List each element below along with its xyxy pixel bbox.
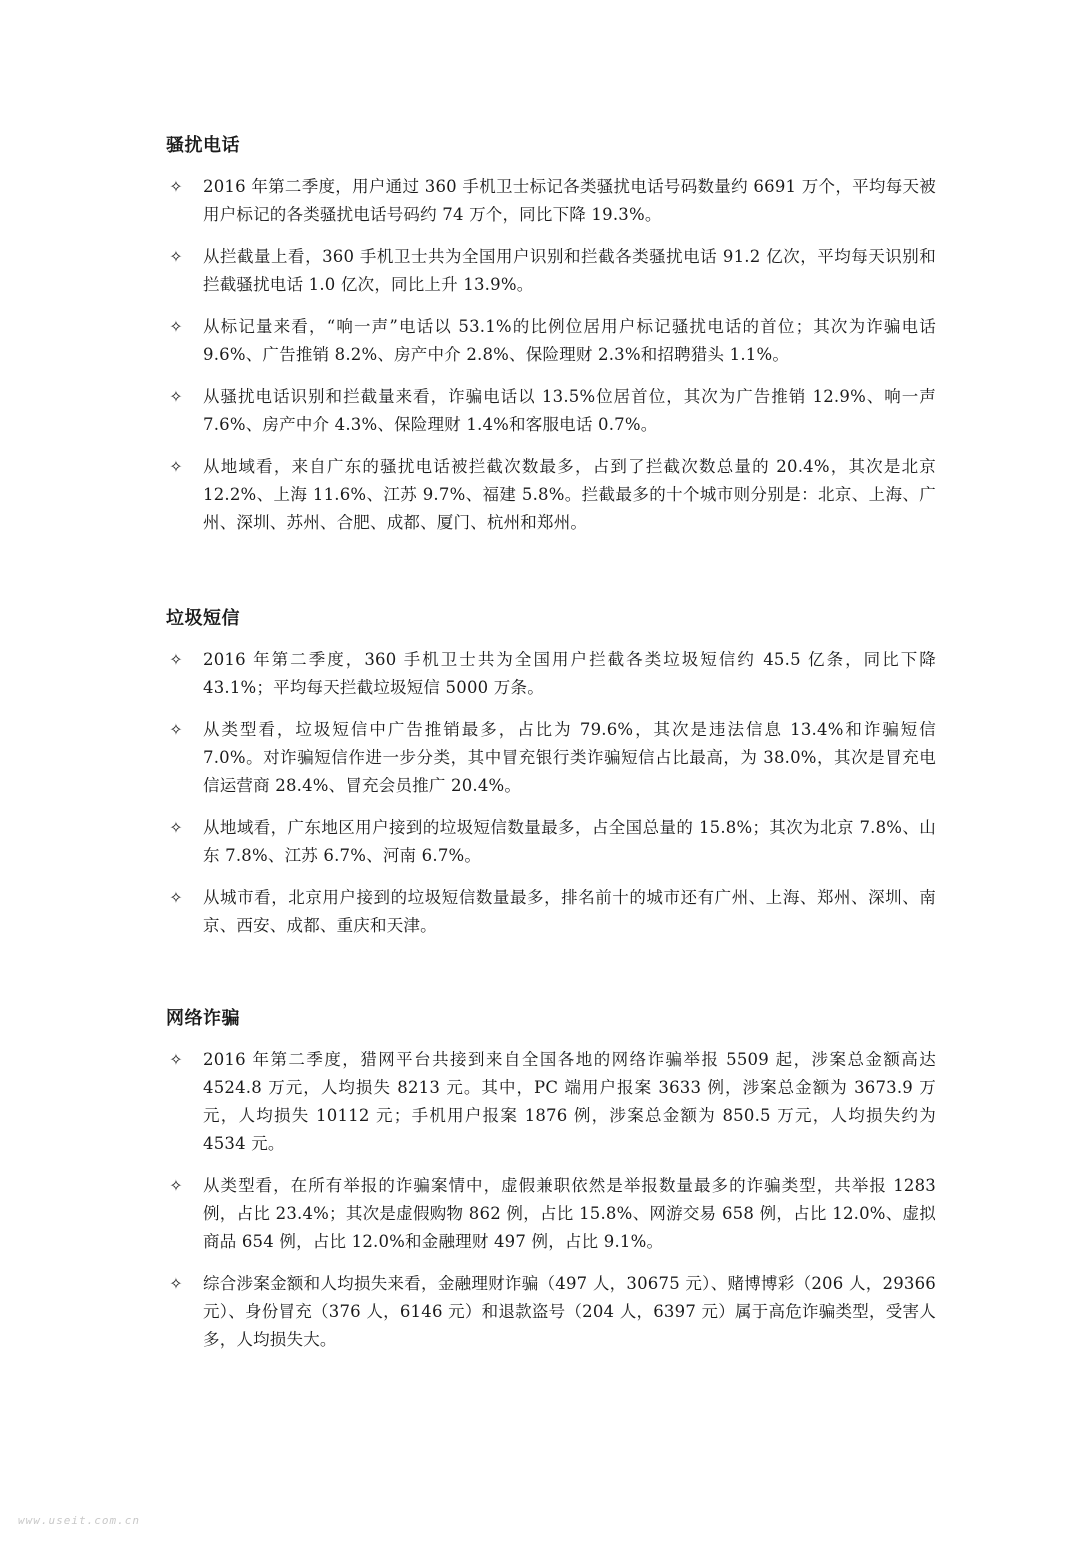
list-item (166, 646, 936, 702)
sparkle-bullet-icon: ✧ (169, 1176, 183, 1195)
list-item (166, 383, 936, 439)
sparkle-bullet-icon: ✧ (169, 457, 183, 476)
sparkle-bullet-icon: ✧ (169, 247, 183, 266)
list-item (166, 1046, 936, 1158)
list-item-text: 从地域看，来自广东的骚扰电话被拦截次数最多，占到了拦截次数总量的 20.4%，其次是北京 12.2%、上海 11.6%、江苏 9.7%、福建 5.8%。拦截最多的十个城市则分别是：北京、上海、广州、深圳、苏州、合肥、成都、厦门、杭州和郑州。 (203, 457, 936, 532)
section-heading: 垃圾短信 (166, 608, 240, 629)
list-item (166, 453, 936, 537)
list-item (166, 243, 936, 299)
sparkle-bullet-icon: ✧ (169, 888, 183, 907)
sparkle-bullet-icon: ✧ (169, 317, 183, 336)
list-item-text: 2016 年第二季度，360 手机卫士共为全国用户拦截各类垃圾短信约 45.5 亿条，同比下降 43.1%；平均每天拦截垃圾短信 5000 万条。 (203, 650, 936, 697)
list-item-text: 综合涉案金额和人均损失来看，金融理财诈骗（497 人，30675 元）、赌博博彩（206 人，29366 元）、身份冒充（376 人，6146 元）和退款盗号（204 人，6397 元）属于高危诈骗类型，受害人多，人均损失大。 (203, 1274, 936, 1349)
list-item (166, 884, 936, 940)
list-item (166, 173, 936, 229)
list-item (166, 814, 936, 870)
section-harassing-calls (166, 133, 936, 551)
list-item-text: 从拦截量上看，360 手机卫士共为全国用户识别和拦截各类骚扰电话 91.2 亿次，平均每天识别和拦截骚扰电话 1.0 亿次，同比上升 13.9%。 (203, 247, 936, 294)
list-item-text: 从类型看，在所有举报的诈骗案情中，虚假兼职依然是举报数量最多的诈骗类型，共举报 1283 例，占比 23.4%；其次是虚假购物 862 例，占比 15.8%、网游交易 658 例，占比 12.0%、虚拟商品 654 例，占比 12.0%和金融理财 497 例，占比 9.1%。 (203, 1176, 936, 1251)
sparkle-bullet-icon: ✧ (169, 650, 183, 669)
list-item-text: 从地域看，广东地区用户接到的垃圾短信数量最多，占全国总量的 15.8%；其次为北京 7.8%、山东 7.8%、江苏 6.7%、河南 6.7%。 (203, 818, 936, 865)
list-item (166, 313, 936, 369)
sparkle-bullet-icon: ✧ (169, 720, 183, 739)
list-item (166, 1172, 936, 1256)
list-item (166, 716, 936, 800)
sparkle-bullet-icon: ✧ (169, 818, 183, 837)
sparkle-bullet-icon: ✧ (169, 177, 183, 196)
section-heading: 网络诈骗 (166, 1008, 240, 1029)
list-item-text: 从类型看，垃圾短信中广告推销最多，占比为 79.6%，其次是违法信息 13.4%和诈骗短信 7.0%。对诈骗短信作进一步分类，其中冒充银行类诈骗短信占比最高，为 38.0%，其次是冒充电信运营商 28.4%、冒充会员推广 20.4%。 (203, 720, 936, 795)
list-item (166, 1270, 936, 1354)
section-online-fraud (166, 1006, 936, 1368)
watermark: www.useit.com.cn (18, 1514, 140, 1527)
list-item-text: 从骚扰电话识别和拦截量来看，诈骗电话以 13.5%位居首位，其次为广告推销 12.9%、响一声 7.6%、房产中介 4.3%、保险理财 1.4%和客服电话 0.7%。 (203, 387, 936, 434)
list-item-text: 2016 年第二季度，猎网平台共接到来自全国各地的网络诈骗举报 5509 起，涉案总金额高达 4524.8 万元，人均损失 8213 元。其中，PC 端用户报案 3633 例，涉案总金额为 3673.9 万元，人均损失 10112 元；手机用户报案 1876 例，涉案总金额为 850.5 万元，人均损失约为 4534 元。 (203, 1050, 936, 1153)
sparkle-bullet-icon: ✧ (169, 387, 183, 406)
section-heading: 骚扰电话 (166, 135, 240, 156)
list-item-text: 从标记量来看，“响一声”电话以 53.1%的比例位居用户标记骚扰电话的首位；其次为诈骗电话 9.6%、广告推销 8.2%、房产中介 2.8%、保险理财 2.3%和招聘猎头 1.1%。 (203, 317, 936, 364)
sparkle-bullet-icon: ✧ (169, 1274, 183, 1293)
sparkle-bullet-icon: ✧ (169, 1050, 183, 1069)
list-item-text: 2016 年第二季度，用户通过 360 手机卫士标记各类骚扰电话号码数量约 6691 万个，平均每天被用户标记的各类骚扰电话号码约 74 万个，同比下降 19.3%。 (203, 177, 936, 224)
list-item-text: 从城市看，北京用户接到的垃圾短信数量最多，排名前十的城市还有广州、上海、郑州、深圳、南京、西安、成都、重庆和天津。 (203, 888, 936, 935)
section-spam-sms (166, 606, 936, 954)
